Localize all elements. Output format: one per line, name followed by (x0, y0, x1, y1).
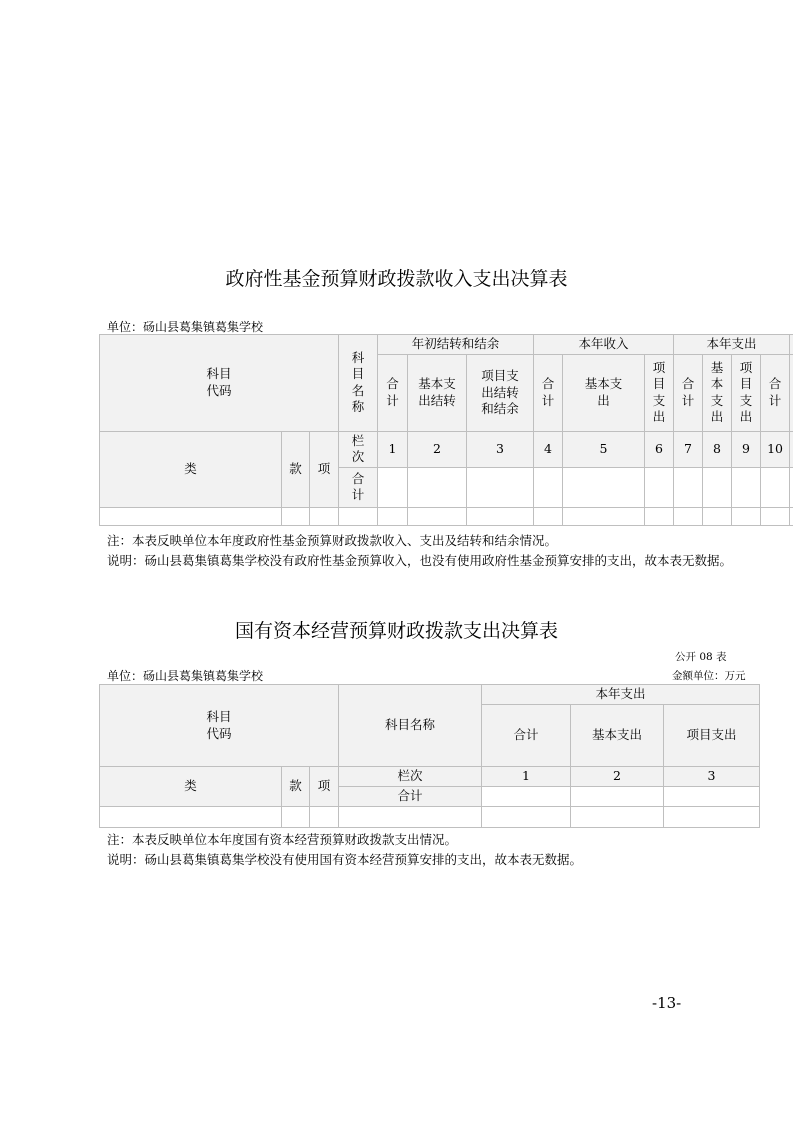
subject-code-header: 科目 代码 (100, 685, 339, 767)
col-number-3: 3 (664, 767, 760, 787)
col-number-9: 9 (732, 432, 761, 468)
table-row (100, 508, 793, 526)
table1-unit: 单位：砀山县葛集镇葛集学校 (107, 320, 264, 334)
xiang-header: 项 (310, 767, 339, 807)
col-header-10: 合计 (761, 355, 790, 432)
table1-note: 注：本表反映单位本年度政府性基金预算财政拨款收入、支出及结转和结余情况。 (107, 533, 558, 548)
col-number-2: 2 (571, 767, 664, 787)
lei-header: 类 (100, 767, 282, 807)
group-header-income: 本年收入 (534, 335, 674, 355)
col-header-blank (790, 355, 793, 432)
table1 (99, 334, 793, 526)
table-cell (732, 468, 761, 508)
group-header-carryover: 年初结转和结余 (378, 335, 534, 355)
col-header-1: 合计 (482, 705, 571, 767)
col-number-3: 3 (467, 432, 534, 468)
table-cell (674, 468, 703, 508)
table-cell (645, 468, 674, 508)
table2-unit: 单位：砀山县葛集镇葛集学校 (107, 669, 264, 683)
col-header-3: 项目支出结转和结余 (467, 355, 534, 432)
table-cell (378, 468, 408, 508)
table-cell (467, 468, 534, 508)
table2-explain: 说明：砀山县葛集镇葛集学校没有使用国有资本经营预算安排的支出，故本表无数据。 (107, 852, 583, 867)
lei-header: 类 (100, 432, 282, 508)
subject-code-header: 科目 代码 (100, 335, 339, 432)
col-number-4: 4 (534, 432, 563, 468)
table-cell (408, 468, 467, 508)
col-number-10: 10 (761, 432, 790, 468)
table-cell (563, 468, 645, 508)
col-header-5: 基本支出 (563, 355, 645, 432)
table2 (99, 684, 760, 828)
col-number-5: 5 (563, 432, 645, 468)
amount-unit: 金额单位：万元 (672, 670, 746, 682)
table-cell (571, 787, 664, 807)
col-number-2: 2 (408, 432, 467, 468)
total-label: 合计 (339, 787, 482, 807)
group-header-expense: 本年支出 (482, 685, 760, 705)
col-header-2: 基本支出 (571, 705, 664, 767)
col-header-9: 项目支出 (732, 355, 761, 432)
col-header-2: 基本支出结转 (408, 355, 467, 432)
lanci-label: 栏次 (339, 767, 482, 787)
group-header-blank (790, 335, 793, 355)
col-number-1: 1 (482, 767, 571, 787)
col-header-1: 合计 (378, 355, 408, 432)
xiang-header: 项 (310, 432, 339, 508)
col-number-7: 7 (674, 432, 703, 468)
col-number-8: 8 (703, 432, 732, 468)
kuan-header: 款 (282, 432, 310, 508)
col-header-6: 项目支出 (645, 355, 674, 432)
kuan-header: 款 (282, 767, 310, 807)
group-header-expense: 本年支出 (674, 335, 790, 355)
col-header-8: 基本支出 (703, 355, 732, 432)
table-cell (703, 468, 732, 508)
col-number-1: 1 (378, 432, 408, 468)
total-label: 合计 (339, 468, 378, 508)
subject-name-header: 科目名称 (339, 335, 378, 432)
col-header-3: 项目支出 (664, 705, 760, 767)
lanci-label: 栏次 (339, 432, 378, 468)
col-header-7: 合计 (674, 355, 703, 432)
form-number: 公开 08 表 (675, 651, 727, 663)
page-number: -13- (652, 994, 682, 1012)
table-cell (482, 787, 571, 807)
subject-name-header: 科目名称 (339, 685, 482, 767)
table-cell (534, 468, 563, 508)
table-cell (761, 468, 790, 508)
table-cell (664, 787, 760, 807)
table1-title: 政府性基金预算财政拨款收入支出决算表 (225, 268, 568, 290)
table-row (100, 807, 760, 828)
table2-title: 国有资本经营预算财政拨款支出决算表 (234, 620, 558, 642)
col-header-4: 合计 (534, 355, 563, 432)
col-number-6: 6 (645, 432, 674, 468)
table2-note: 注：本表反映单位本年度国有资本经营预算财政拨款支出情况。 (107, 832, 458, 847)
table1-explain: 说明：砀山县葛集镇葛集学校没有政府性基金预算收入，也没有使用政府性基金预算安排的支出，故本表无数据。 (107, 553, 733, 568)
